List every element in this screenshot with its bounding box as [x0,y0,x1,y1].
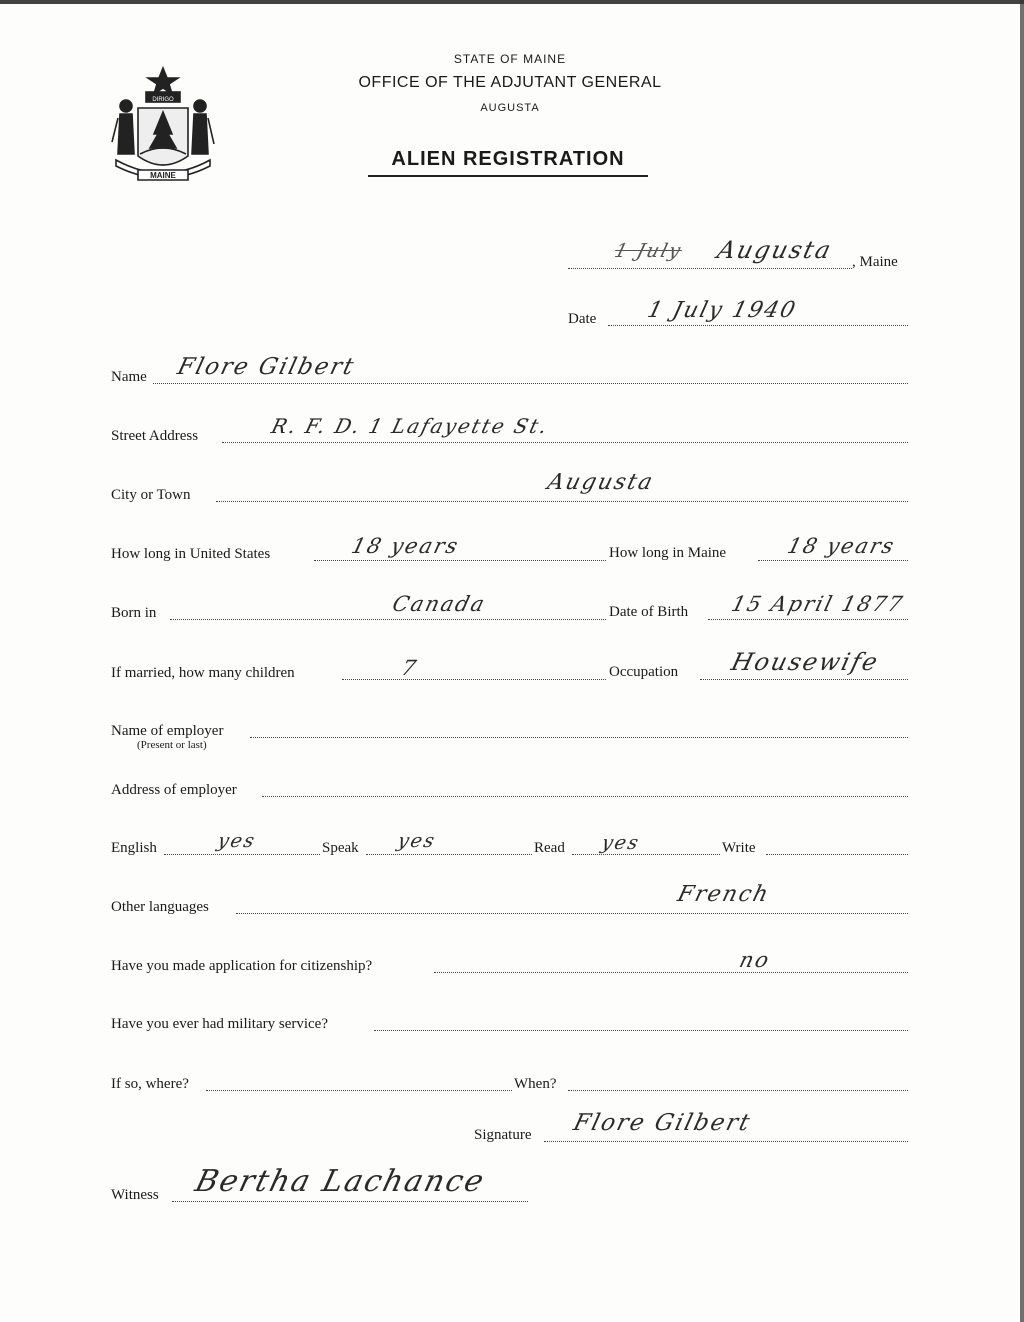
us-time-value: 18 years [349,534,463,558]
employer-sublabel: (Present or last) [137,739,207,751]
english-label: English [111,840,157,856]
occupation-value: Housewife [728,648,883,676]
where-label: If so, where? [111,1076,189,1092]
citizenship-label: Have you made application for citizenship? [111,958,373,974]
read-label: Read [534,840,565,856]
us-time-label: How long in United States [111,546,271,562]
english-value: yes [215,830,259,852]
seal-label: MAINE [150,171,176,180]
employer-address-line [262,796,908,797]
children-line [342,679,606,680]
other-languages-line [236,913,908,914]
born-label: Born in [111,605,157,621]
city-heading: AUGUSTA [480,102,540,114]
date-label: Date [568,311,597,327]
place-line [568,268,852,269]
street-label: Street Address [111,428,199,444]
dob-label: Date of Birth [609,604,689,620]
children-label: If married, how many children [111,665,295,681]
read-value: yes [599,832,643,854]
street-line [222,442,908,443]
name-value: Flore Gilbert [174,354,358,380]
name-label: Name [111,369,147,385]
speak-value: yes [395,830,439,852]
when-label: When? [514,1076,557,1092]
place-suffix: , Maine [852,254,898,270]
signature-line [544,1141,908,1142]
born-line [170,619,606,620]
date-line [608,325,908,326]
read-line [572,854,720,855]
witness-line [172,1201,528,1202]
military-line [374,1030,908,1031]
employer-address-label: Address of employer [111,782,237,798]
us-time-line [314,560,606,561]
street-value: R. F. D. 1 Lafayette St. [269,414,552,438]
occupation-label: Occupation [609,664,679,680]
scan-edge-right [1020,0,1024,1322]
speak-line [366,854,532,855]
place-value: Augusta [714,236,836,264]
name-line [153,383,908,384]
write-label: Write [722,840,756,856]
maine-time-label: How long in Maine [609,545,727,561]
employer-label: Name of employer [111,723,224,739]
place-struck-value: 1 July [612,240,685,262]
form-title: ALIEN REGISTRATION [368,148,648,177]
witness-label: Witness [111,1187,159,1203]
other-languages-label: Other languages [111,899,209,915]
write-line [766,854,908,855]
when-line [568,1090,908,1091]
where-line [206,1090,512,1091]
city-value: Augusta [544,470,657,495]
witness-value: Bertha Lachance [191,1164,490,1199]
state-heading: STATE OF MAINE [453,52,567,66]
city-line [216,501,908,502]
scan-edge-top [0,0,1024,4]
maine-time-line [758,560,908,561]
seal-motto: DIRIGO [152,97,174,103]
born-value: Canada [390,592,489,616]
military-label: Have you ever had military service? [111,1016,328,1032]
dob-value: 15 April 1877 [729,592,907,616]
speak-label: Speak [322,840,359,856]
dob-line [708,619,908,620]
citizenship-line [434,972,908,973]
children-value: 7 [399,656,421,680]
other-languages-value: French [674,882,773,907]
maine-time-value: 18 years [785,534,899,558]
employer-line [250,737,908,738]
signature-label: Signature [474,1127,532,1143]
citizenship-value: no [737,948,774,972]
city-label: City or Town [111,487,191,503]
office-heading: OFFICE OF THE ADJUTANT GENERAL [358,74,662,91]
occupation-line [700,679,908,680]
english-line [164,854,320,855]
maine-state-seal-icon [108,62,218,188]
signature-value: Flore Gilbert [570,1110,754,1136]
date-value: 1 July 1940 [644,298,800,323]
